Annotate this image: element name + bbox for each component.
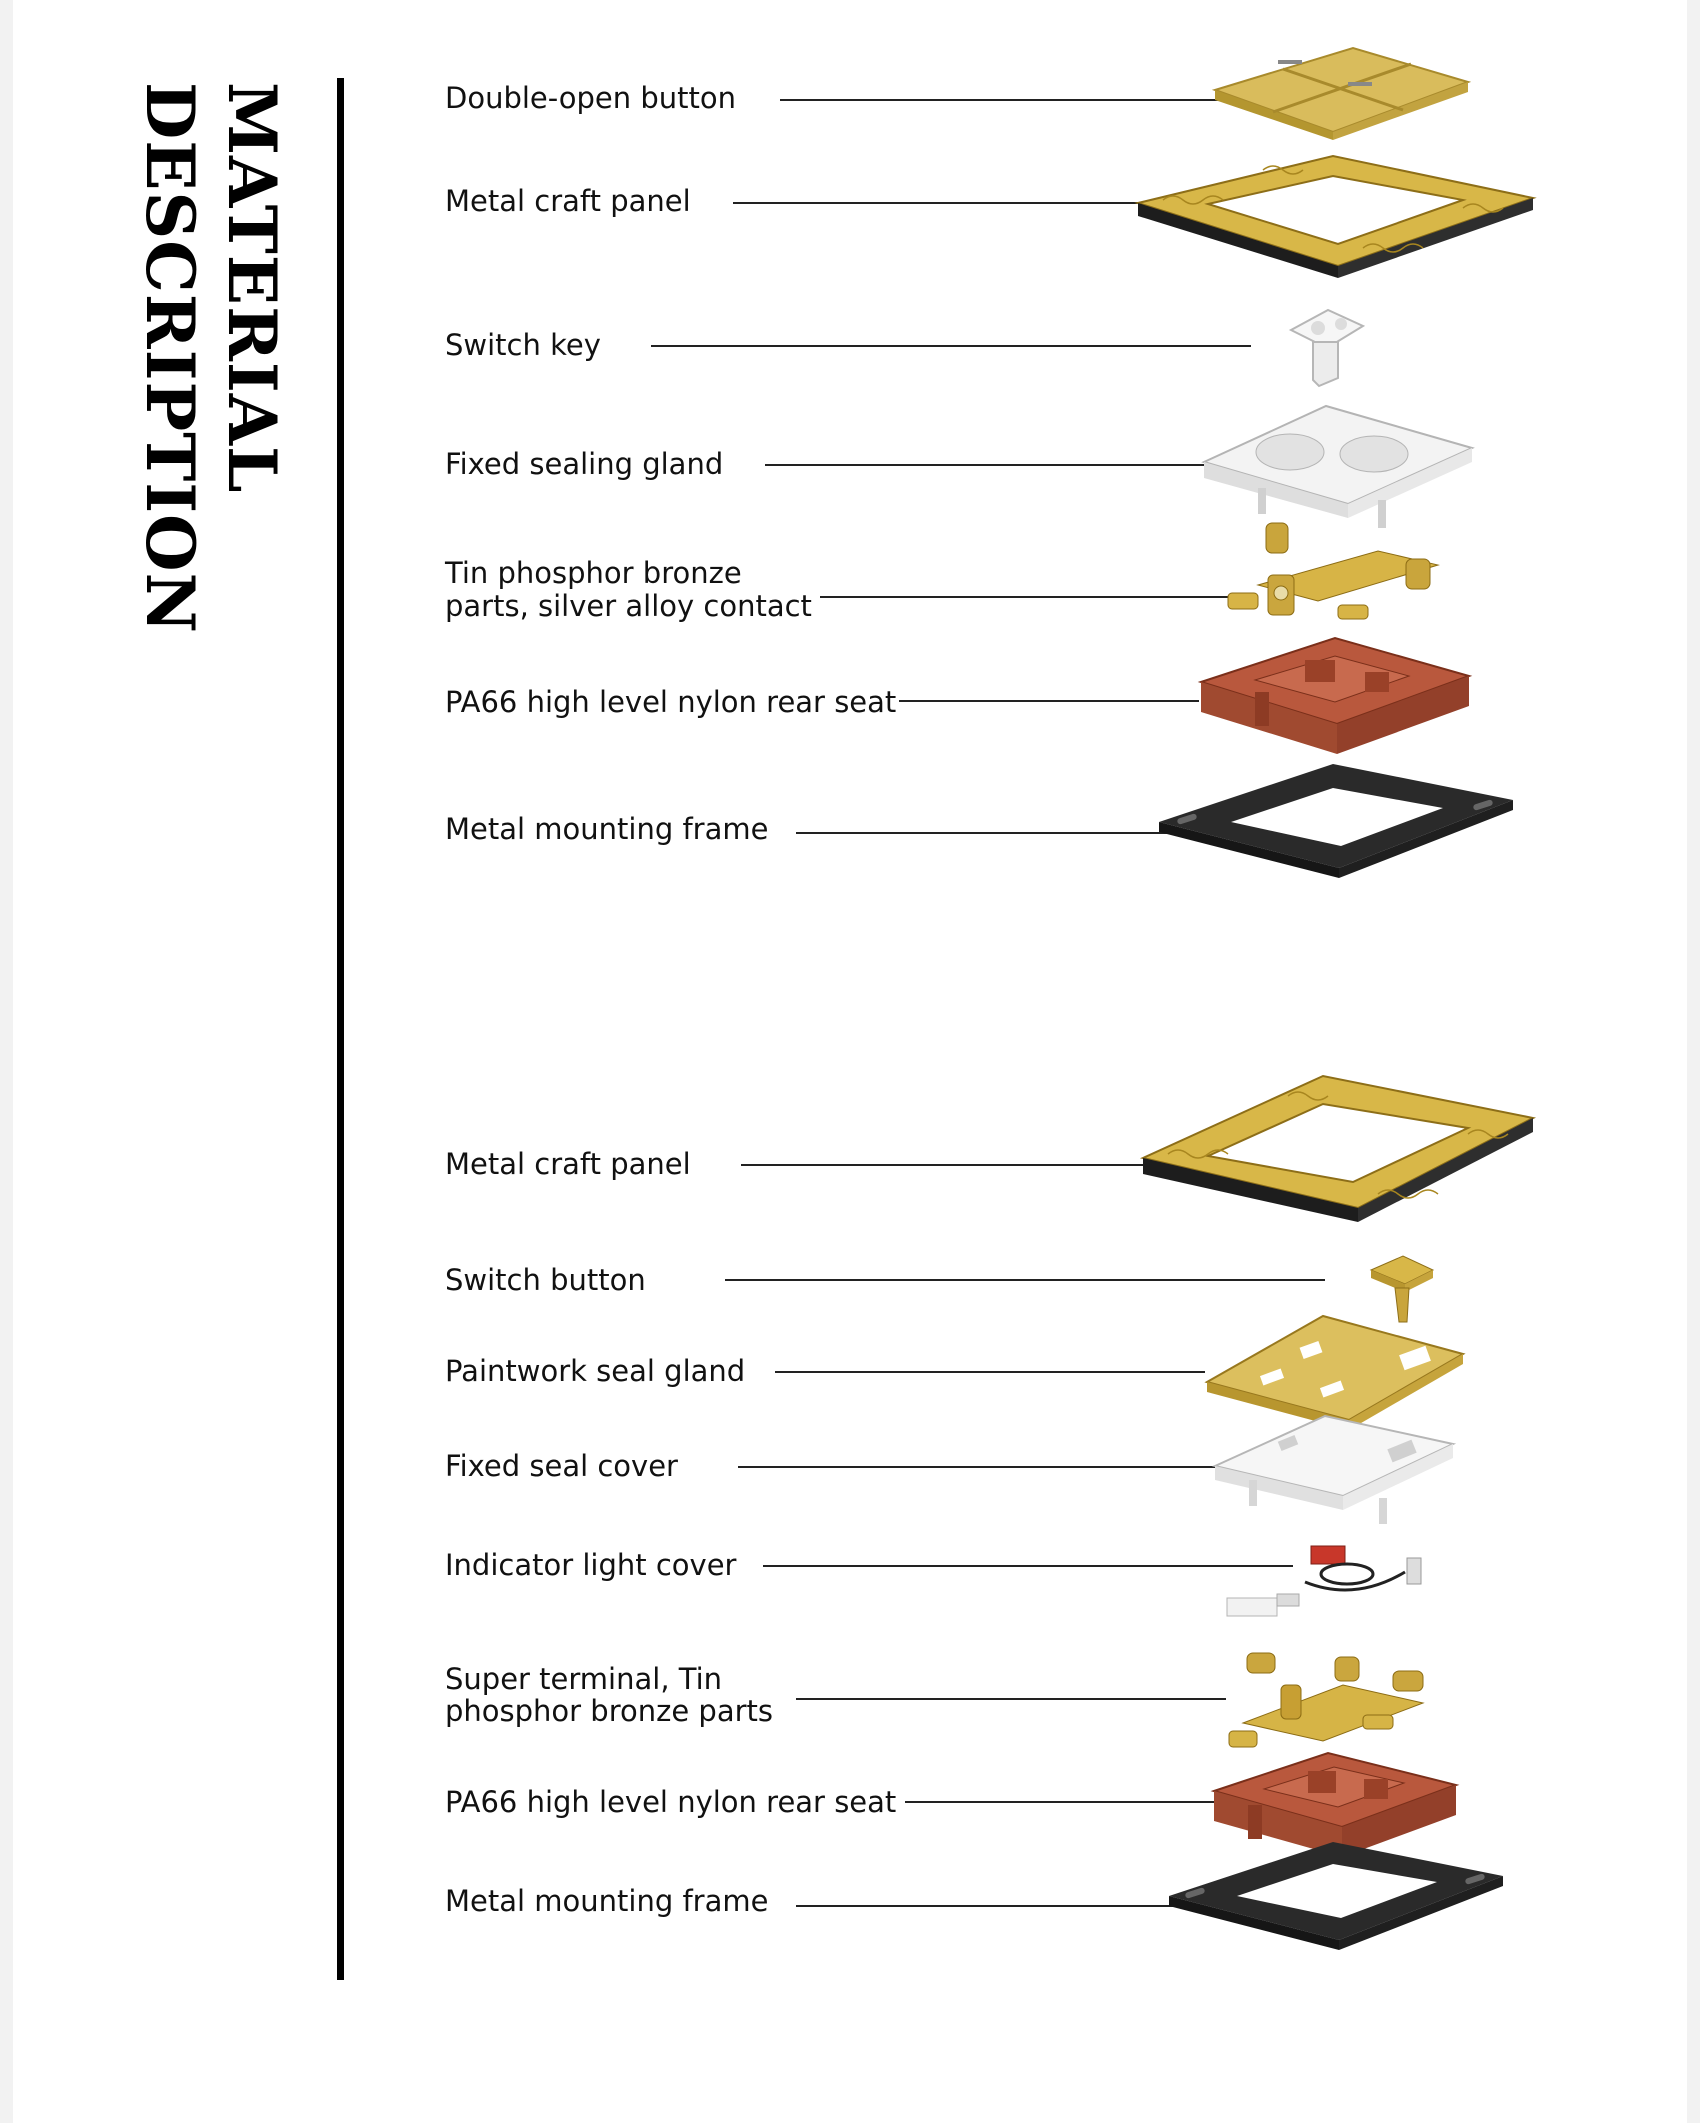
super-terminal-image <box>1223 1645 1453 1760</box>
leader-line <box>651 345 1251 347</box>
leader-line <box>725 1279 1325 1281</box>
label-switch-button: Switch button <box>445 1263 646 1297</box>
switch-key-image <box>1283 300 1373 390</box>
metal-craft-panel-image <box>1133 148 1543 288</box>
section-title <box>13 0 291 700</box>
label-pa66-rear-seat: PA66 high level nylon rear seat <box>445 685 897 719</box>
metal-mounting-frame-image-2 <box>1163 1830 1508 1965</box>
bronze-contacts-image <box>1218 515 1453 630</box>
metal-craft-panel-image-2 <box>1138 1070 1538 1238</box>
leader-line <box>796 1905 1184 1907</box>
leader-line <box>820 596 1240 598</box>
leader-line <box>765 464 1205 466</box>
nylon-rear-seat-image <box>1195 630 1475 760</box>
title-line-1: MATERIAL <box>213 82 291 494</box>
label-tin-phosphor-bronze-line2: parts, silver alloy contact <box>445 589 812 623</box>
label-metal-craft-panel-2: Metal craft panel <box>445 1147 691 1181</box>
label-fixed-seal-cover: Fixed seal cover <box>445 1449 678 1483</box>
label-super-terminal-line2: phosphor bronze parts <box>445 1694 773 1728</box>
label-tin-phosphor-bronze-line1: Tin phosphor bronze <box>445 556 742 590</box>
indicator-light-cover-image <box>1221 1540 1446 1630</box>
leader-line <box>738 1466 1216 1468</box>
fixed-seal-cover-image <box>1209 1410 1459 1528</box>
label-super-terminal-line1: Super terminal, Tin <box>445 1662 723 1696</box>
metal-mounting-frame-image <box>1153 752 1518 892</box>
label-metal-mounting-frame-2: Metal mounting frame <box>445 1884 769 1918</box>
leader-line <box>796 1698 1226 1700</box>
leader-line <box>905 1801 1220 1803</box>
label-paintwork-seal-gland: Paintwork seal gland <box>445 1354 746 1388</box>
leader-line <box>763 1565 1293 1567</box>
leader-line <box>796 832 1196 834</box>
leader-line <box>733 202 1153 204</box>
label-switch-key: Switch key <box>445 328 601 362</box>
label-double-open-button: Double-open button <box>445 81 737 115</box>
label-metal-mounting-frame: Metal mounting frame <box>445 812 769 846</box>
leader-line <box>780 99 1220 101</box>
label-indicator-light-cover: Indicator light cover <box>445 1548 737 1582</box>
title-line-2: DESCRIPTION <box>131 82 209 634</box>
leader-line <box>775 1371 1205 1373</box>
leader-line <box>899 700 1199 702</box>
vertical-divider <box>337 78 344 1980</box>
label-metal-craft-panel: Metal craft panel <box>445 184 691 218</box>
leader-line <box>741 1164 1149 1166</box>
material-description-sheet <box>13 0 1687 2123</box>
label-fixed-sealing-gland: Fixed sealing gland <box>445 447 724 481</box>
double-open-button-image <box>1203 42 1483 142</box>
label-pa66-rear-seat-2: PA66 high level nylon rear seat <box>445 1785 897 1819</box>
